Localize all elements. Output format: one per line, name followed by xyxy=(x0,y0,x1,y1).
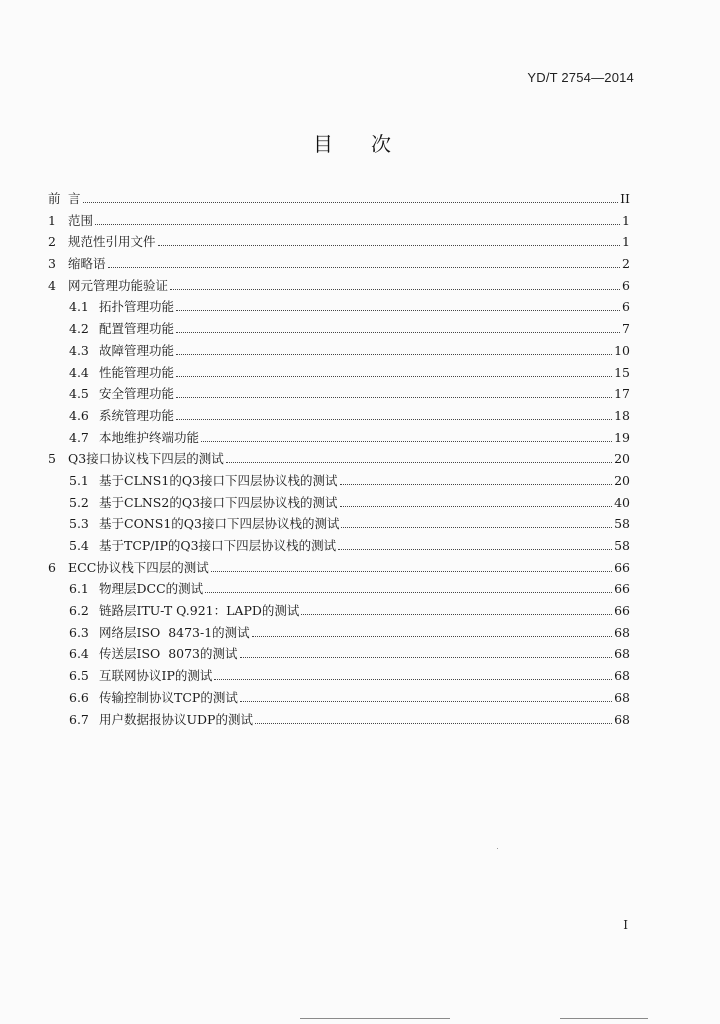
toc-entry[interactable] xyxy=(48,448,630,470)
toc-entry-label: 性能管理功能 xyxy=(99,364,175,380)
toc-entry-page: 18 xyxy=(614,407,630,423)
toc-entry[interactable] xyxy=(48,296,630,318)
toc-entry-label: 网元管理功能验证 xyxy=(68,277,169,293)
toc-dot-leader xyxy=(158,245,621,246)
toc-entry-label: 网络层ISO 8473-1的测试 xyxy=(99,624,250,640)
toc-entry-page: 15 xyxy=(614,364,630,380)
toc-entry-label: 规范性引用文件 xyxy=(68,234,156,250)
toc-dot-leader xyxy=(176,397,612,398)
toc-entry[interactable] xyxy=(48,427,630,449)
toc-entry-label: 本地维护终端功能 xyxy=(99,429,200,445)
toc-entry-number: 6.6 xyxy=(69,689,89,705)
toc-entry-number: 4.1 xyxy=(69,299,89,315)
toc-dot-leader xyxy=(176,354,612,355)
toc-entry[interactable] xyxy=(48,318,630,340)
toc-entry-page: 20 xyxy=(614,472,630,488)
toc-entry[interactable] xyxy=(48,253,630,275)
toc-entry[interactable] xyxy=(48,492,630,514)
toc-entry-number: 6.4 xyxy=(69,646,89,662)
toc-entry-number: 6.7 xyxy=(69,711,89,727)
toc-entry[interactable] xyxy=(48,383,630,405)
toc-dot-leader xyxy=(214,679,612,680)
toc-entry-number: 5.1 xyxy=(69,472,89,488)
toc-entry[interactable] xyxy=(48,231,630,253)
toc-dot-leader xyxy=(255,723,612,724)
toc-entry-label: 基于CLNS1的Q3接口下四层协议栈的测试 xyxy=(99,472,338,488)
toc-entry[interactable] xyxy=(48,600,630,622)
toc-entry[interactable] xyxy=(48,709,630,731)
toc-entry-number: 5 xyxy=(48,451,56,467)
toc-entry-page: 17 xyxy=(614,386,630,402)
toc-entry-label: 言 xyxy=(68,191,81,206)
toc-dot-leader xyxy=(338,549,612,550)
toc-entry-page: 68 xyxy=(614,668,630,684)
toc-entry[interactable] xyxy=(48,535,630,557)
toc-entry-number: 6.3 xyxy=(69,624,89,640)
toc-entry-number: 3 xyxy=(48,256,56,272)
toc-entry-number: 4.2 xyxy=(69,321,89,337)
toc-entry-label: 基于TCP/IP的Q3接口下四层协议栈的测试 xyxy=(99,538,337,553)
toc-entry-label: 互联网协议IP的测试 xyxy=(99,668,213,684)
toc-entry-number: 4.4 xyxy=(69,364,89,380)
toc-entry[interactable] xyxy=(48,210,630,232)
page-number: I xyxy=(623,918,628,932)
toc-entry-label: 系统管理功能 xyxy=(99,407,175,423)
scan-artifact-line xyxy=(300,1018,450,1019)
toc-entry[interactable] xyxy=(48,340,630,362)
toc-entry-page: 1 xyxy=(622,212,630,228)
toc-entry-page: 58 xyxy=(614,538,630,553)
toc-entry-page: 40 xyxy=(614,494,630,510)
toc-entry-page: 66 xyxy=(614,559,630,575)
toc-entry-page: 68 xyxy=(614,711,630,727)
toc-dot-leader xyxy=(341,527,612,528)
toc-dot-leader xyxy=(176,310,620,311)
toc-dot-leader xyxy=(301,614,612,615)
scan-artifact-line xyxy=(560,1018,648,1019)
toc-entry-page: 7 xyxy=(622,321,630,337)
toc-entry-label: 基于CONS1的Q3接口下四层协议栈的测试 xyxy=(99,516,340,532)
toc-entry-label: 传送层ISO 8073的测试 xyxy=(99,646,238,662)
toc-dot-leader xyxy=(176,376,612,377)
toc-entry-page: 2 xyxy=(622,256,630,272)
scan-artifact-dot xyxy=(497,848,498,849)
toc-entry[interactable] xyxy=(48,513,630,535)
toc-entry-number: 6 xyxy=(48,559,56,575)
toc-entry-page: 66 xyxy=(614,581,630,597)
toc-entry[interactable] xyxy=(48,470,630,492)
toc-entry-page: 68 xyxy=(614,646,630,662)
toc-entry[interactable] xyxy=(48,687,630,709)
toc-entry-page: 66 xyxy=(614,603,630,619)
toc-title: 目次 xyxy=(313,132,429,156)
toc-entry-number: 2 xyxy=(48,234,56,250)
toc-entry[interactable] xyxy=(48,188,630,210)
toc-entry-number: 前 xyxy=(48,191,61,206)
toc-entry-number: 4.3 xyxy=(69,342,89,358)
toc-entry-number: 4.7 xyxy=(69,429,89,445)
toc-entry-label: 链路层ITU-T Q.921：LAPD的测试 xyxy=(99,603,300,619)
toc-dot-leader xyxy=(211,571,612,572)
toc-dot-leader xyxy=(252,636,612,637)
toc-entry[interactable] xyxy=(48,275,630,297)
toc-entry[interactable] xyxy=(48,643,630,665)
toc-entry-page: 68 xyxy=(614,689,630,705)
toc-entry-number: 6.1 xyxy=(69,581,89,597)
toc-entry-label: 配置管理功能 xyxy=(99,321,175,337)
toc-entry[interactable] xyxy=(48,362,630,384)
toc-dot-leader xyxy=(95,224,620,225)
toc-entry[interactable] xyxy=(48,557,630,579)
toc-entry[interactable] xyxy=(48,622,630,644)
toc-entry[interactable] xyxy=(48,405,630,427)
toc-entry-number: 5.3 xyxy=(69,516,89,532)
toc-entry-number: 5.2 xyxy=(69,494,89,510)
toc-entry-number: 4.6 xyxy=(69,407,89,423)
toc-entry-page: 1 xyxy=(622,234,630,250)
toc-entry-label: 传输控制协议TCP的测试 xyxy=(99,689,238,705)
toc-entry-number: 6.2 xyxy=(69,603,89,619)
toc-entry-page: 68 xyxy=(614,624,630,640)
toc-entry-label: 故障管理功能 xyxy=(99,342,175,358)
toc-dot-leader xyxy=(205,592,612,593)
toc-dot-leader xyxy=(83,202,619,203)
toc-dot-leader xyxy=(226,462,612,463)
toc-dot-leader xyxy=(240,657,613,658)
document-code: YD/T 2754—2014 xyxy=(527,70,634,85)
toc-dot-leader xyxy=(340,484,613,485)
toc-entry-label: 范围 xyxy=(68,212,94,228)
toc-entry-page: 58 xyxy=(614,516,630,532)
toc-entry[interactable] xyxy=(48,665,630,687)
toc-entry-label: 安全管理功能 xyxy=(99,386,175,402)
toc-entry-label: 拓扑管理功能 xyxy=(99,299,175,315)
toc-entry-page: 6 xyxy=(622,277,630,293)
toc-entry-page: 19 xyxy=(614,429,630,445)
toc-entry-label: 物理层DCC的测试 xyxy=(99,581,204,597)
toc-entry-label: 缩略语 xyxy=(68,256,106,272)
toc-entry-number: 1 xyxy=(48,212,56,228)
toc-entry-page: II xyxy=(620,191,630,206)
toc-dot-leader xyxy=(108,267,621,268)
toc-entry-label: ECC协议栈下四层的测试 xyxy=(68,559,209,575)
toc-dot-leader xyxy=(176,419,612,420)
toc-dot-leader xyxy=(240,701,612,702)
toc-entry-label: 基于CLNS2的Q3接口下四层协议栈的测试 xyxy=(99,494,338,510)
toc-entry-label: Q3接口协议栈下四层的测试 xyxy=(68,451,224,467)
toc-entry-number: 4 xyxy=(48,277,56,293)
toc-entry-page: 10 xyxy=(614,342,630,358)
toc-dot-leader xyxy=(340,506,613,507)
toc-entry-page: 20 xyxy=(614,451,630,467)
toc-entry-label: 用户数据报协议UDP的测试 xyxy=(99,711,253,727)
toc-entry-number: 6.5 xyxy=(69,668,89,684)
toc-entry[interactable] xyxy=(48,578,630,600)
toc-dot-leader xyxy=(176,332,620,333)
toc-entry-number: 5.4 xyxy=(69,538,89,553)
toc-dot-leader xyxy=(201,441,612,442)
toc-entry-page: 6 xyxy=(622,299,630,315)
table-of-contents xyxy=(48,188,630,730)
toc-entry-number: 4.5 xyxy=(69,386,89,402)
toc-dot-leader xyxy=(170,289,620,290)
